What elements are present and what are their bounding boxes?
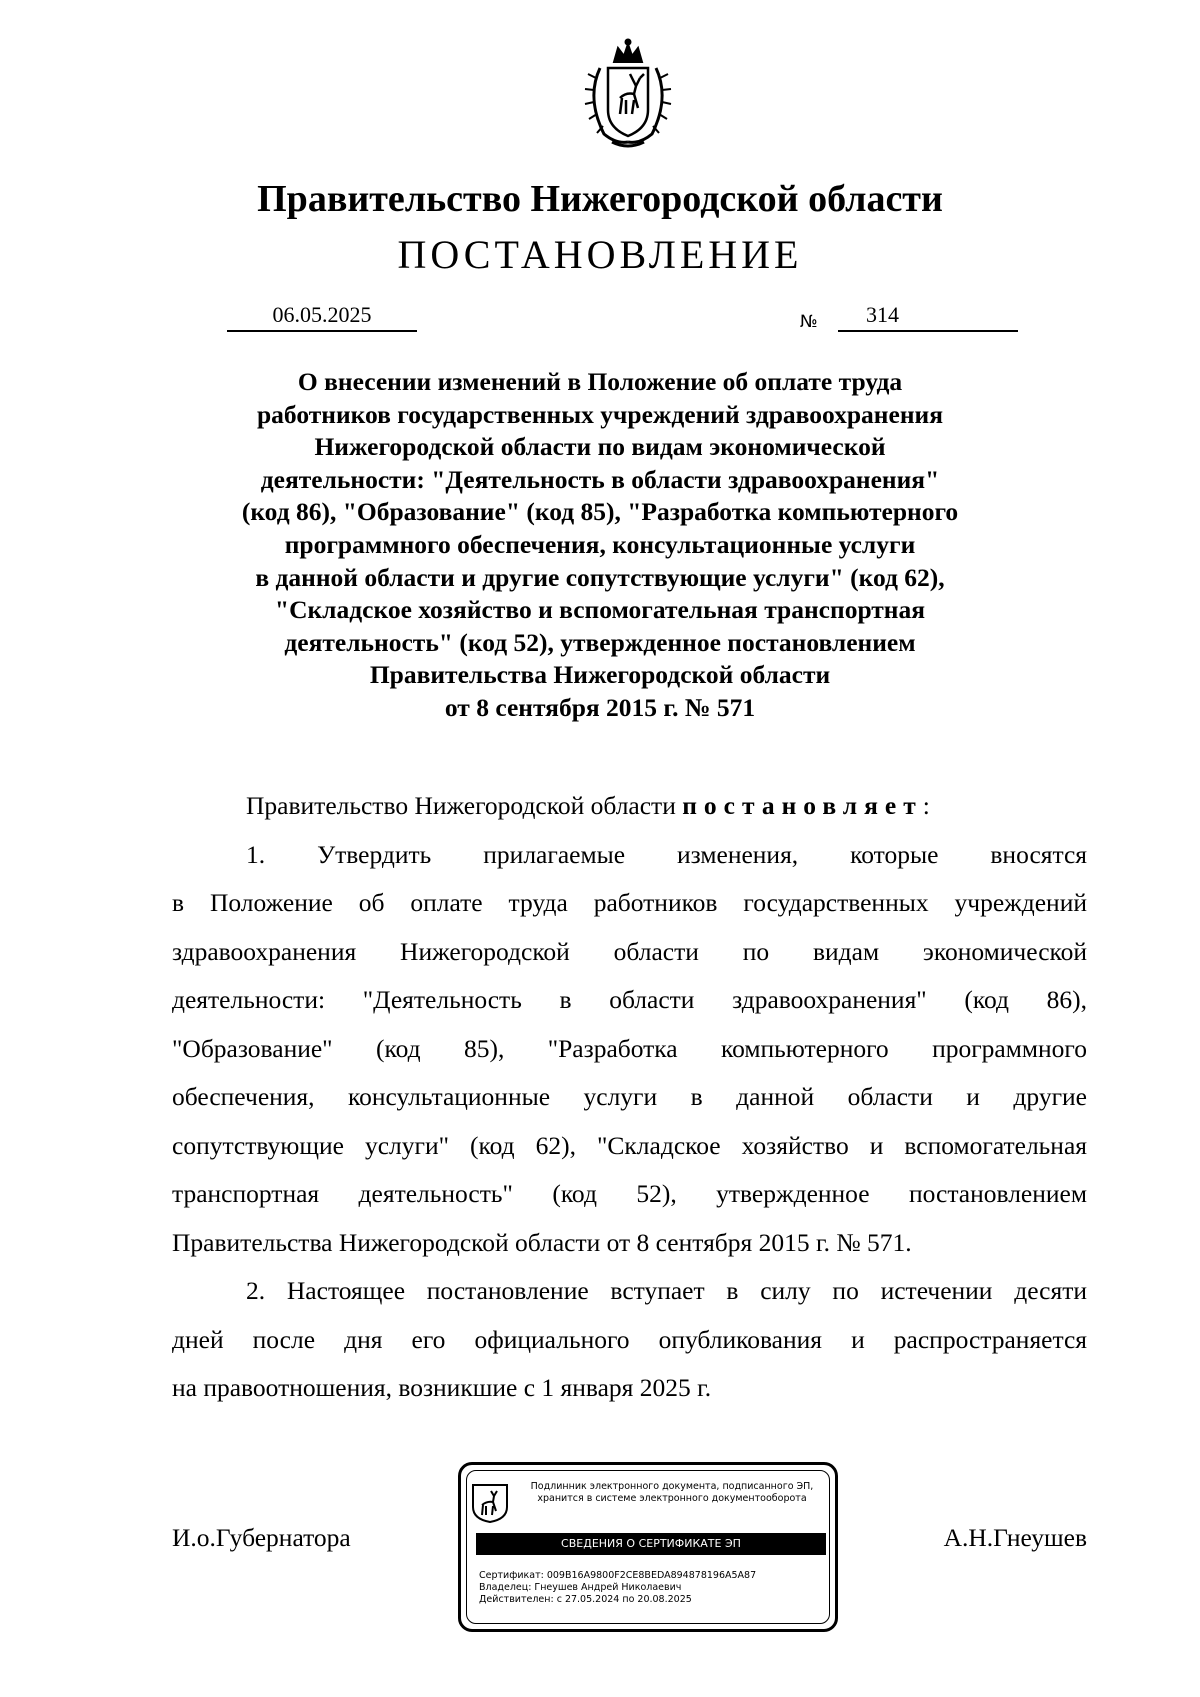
paragraph-1-line: "Образование" (код 85), "Разработка компьютерного программного [172, 1033, 1087, 1063]
stamp-note [517, 1481, 827, 1505]
subject-line: в данной области и другие сопутствующие услуги" (код 62), [255, 562, 945, 592]
paragraph-1-line: транспортная деятельность" (код 52), утвержденное постановлением [172, 1179, 1087, 1208]
subject-line: деятельности: "Деятельность в области здравоохранения" [260, 464, 940, 494]
document-number: 314 [838, 302, 1018, 332]
certificate-details [479, 1570, 756, 1606]
paragraph-1-line: деятельности: "Деятельность в области здравоохранения" (код 86), [172, 985, 1087, 1014]
subject-line: работников государственных учреждений здравоохранения [256, 399, 944, 429]
paragraph-1-line: обеспечения, консультационные услуги в данной области и другие [172, 1082, 1087, 1111]
deer-emblem-icon [471, 1483, 509, 1523]
paragraph-1-line: Правительства Нижегородской области от 8 сентября 2015 г. № 571. [172, 1227, 912, 1257]
paragraph-2-line: 2. Настоящее постановление вступает в силу по истечении десяти [246, 1276, 1087, 1305]
organization-title: Правительство Нижегородской области [257, 178, 943, 220]
preamble-verb: постановляет [682, 791, 923, 820]
electronic-signature-stamp [458, 1462, 838, 1632]
certificate-info-banner: СВЕДЕНИЯ О СЕРТИФИКАТЕ ЭП [476, 1533, 826, 1555]
number-label: № [800, 312, 818, 332]
signatory-name: А.Н.Гнеушев [943, 1523, 1087, 1552]
stamp-note-line: Подлинник электронного документа, подписанного ЭП, [530, 1481, 814, 1492]
paragraph-1-line: в Положение об оплате труда работников государственных учреждений [172, 888, 1087, 917]
certificate-serial: Сертификат: 009B16A9800F2CE8BEDA894878196A5A87 [479, 1570, 757, 1581]
stamp-note-line: хранится в системе электронного документооборота [537, 1493, 807, 1504]
preamble [172, 790, 1087, 839]
paragraph-1-line: сопутствующие услуги" (код 62), "Складское хозяйство и вспомогательная [172, 1130, 1087, 1160]
document-subject [150, 366, 1050, 725]
paragraph-2-line: дней после дня его официального опубликования и распространяется [172, 1324, 1087, 1354]
subject-line: от 8 сентября 2015 г. № 571 [444, 692, 756, 722]
signatory-position: И.о.Губернатора [172, 1523, 351, 1552]
paragraph-2-line: на правоотношения, возникшие с 1 января 2025 г. [172, 1373, 712, 1402]
subject-line: Нижегородской области по видам экономической [314, 432, 886, 462]
subject-line: (код 86), "Образование" (код 85), "Разработка компьютерного [241, 497, 959, 527]
preamble-text: Правительство Нижегородской области [246, 791, 683, 820]
document-type-title: ПОСТАНОВЛЕНИЕ [397, 232, 803, 277]
subject-line: Правительства Нижегородской области [369, 660, 831, 690]
document-body [172, 790, 1087, 1421]
subject-line: деятельность" (код 52), утвержденное постановлением [284, 627, 916, 657]
document-date: 06.05.2025 [227, 302, 417, 332]
subject-line: О внесении изменений в Положение об оплате труда [297, 367, 903, 396]
paragraph-1-line: здравоохранения Нижегородской области по видам экономической [172, 936, 1087, 966]
preamble-end: : [922, 791, 930, 820]
subject-line: программного обеспечения, консультационные услуги [284, 529, 916, 559]
subject-line: "Складское хозяйство и вспомогательная транспортная [274, 595, 926, 625]
certificate-validity: Действителен: с 27.05.2024 по 20.08.2025 [479, 1594, 692, 1605]
certificate-owner: Владелец: Гнеушев Андрей Николаевич [479, 1582, 682, 1593]
coat-of-arms-icon [570, 38, 686, 150]
paragraph-1-line: 1. Утвердить прилагаемые изменения, которые вносятся [246, 839, 1087, 869]
